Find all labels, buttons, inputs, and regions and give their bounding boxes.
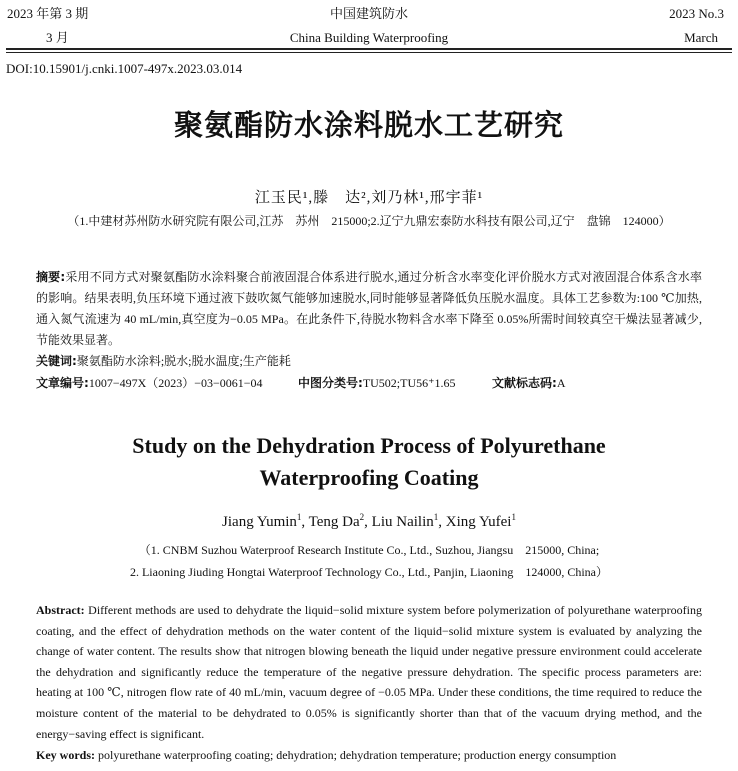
- author-name: Jiang Yumin: [222, 514, 297, 530]
- keywords-en: [36, 745, 716, 765]
- article-no: 1007−497X（2023）−03−0061−04: [88, 376, 263, 390]
- abstract-en-text: Different methods are used to dehydrate the liquid−solid mixture system before polymerization of polyurethane waterproofing coating, and the effect of dehydration methods on the water content of the liquid−solid mixture system is evaluated by analyzing the change of water content. The results show that nitrogen blowing beneath the liquid under negative pressure environment could accelerate the dehydration and significantly reduce the temperature of the negative pressure dehydration. The specific process parameters are: heating at 100 ℃, nitrogen flow rate of 40 mL/min, vacuum degree of −0.05 MPa. Under these conditions, the time required to reduce the moisture content of the material to be dehydrated to 0.05% is significantly shorter than that of the vacuum drying method, and the energy−saving effect is significant.: [36, 603, 703, 741]
- header-month-en: March: [684, 30, 718, 45]
- author-name: Liu Nailin: [371, 514, 434, 530]
- keywords-en-label: Key words:: [36, 748, 95, 762]
- paper-title-cn: 聚氨酯防水涂料脱水工艺研究: [173, 108, 564, 142]
- keywords-cn: [36, 351, 702, 372]
- header-rule-thin: [6, 52, 732, 53]
- header-journal-en: China Building Waterproofing: [289, 30, 449, 45]
- abstract-en-label: Abstract:: [36, 603, 85, 617]
- author-affil-mark: 1: [296, 512, 302, 522]
- doc-code: A: [556, 376, 566, 390]
- header-issue: 2023 年第 3 期: [7, 6, 89, 21]
- author-name: Xing Yufei: [445, 514, 512, 530]
- affiliation-en-line1: （1. CNBM Suzhou Waterproof Research Institute Co., Ltd., Suzhou, Jiangsu 215000, China;: [138, 543, 600, 557]
- abstract-cn: [36, 267, 702, 351]
- article-no-label: 文章编号:: [36, 376, 89, 390]
- doc-code-label: 文献标志码:: [492, 376, 557, 390]
- authors-cn: 江玉民¹,滕 达²,刘乃林¹,邢宇菲¹: [254, 190, 484, 206]
- abstract-cn-text: 采用不同方式对聚氨酯防水涂料聚合前液固混合体系进行脱水,通过分析含水率变化评价脱水方式对液固混合体系含水率的影响。结果表明,负压环境下通过液下鼓吹氮气能够加速脱水,同时能够显著降低负压脱水温度。具体工艺参数为:100 ℃加热,通入氮气流速为 40 mL/min,真空度为−0.05 MPa。在此条件下,待脱水物料含水率下降至 0.05%所需时间较真空干燥法显著减少,节能效果显著。: [36, 270, 702, 347]
- header-journal-cn: 中国建筑防水: [329, 6, 408, 21]
- keywords-cn-text: 聚氨酯防水涂料;脱水;脱水温度;生产能耗: [76, 354, 291, 368]
- keywords-en-text: polyurethane waterproofing coating; dehydration; dehydration temperature; production energy consumption: [98, 748, 617, 762]
- author-affil-mark: 1: [511, 512, 516, 522]
- header-issue-en: 2023 No.3: [669, 6, 724, 21]
- author-affil-mark: 1: [433, 512, 439, 522]
- clc-label: 中图分类号:: [298, 376, 363, 390]
- author-name: Teng Da: [308, 514, 360, 530]
- paper-title-en-line2: Waterproofing Coating: [259, 465, 479, 490]
- keywords-cn-label: 关键词:: [36, 354, 77, 368]
- header-month: 3 月: [46, 30, 69, 45]
- affiliation-en: [0, 539, 738, 583]
- author-affil-mark: 2: [359, 512, 365, 522]
- abstract-en: [36, 600, 702, 744]
- paper-title-en-line1: Study on the Dehydration Process of Polyurethane: [132, 433, 606, 458]
- clc-number: TU502;TU56⁺1.65: [362, 376, 456, 390]
- doi[interactable]: DOI:10.15901/j.cnki.1007-497x.2023.03.014: [6, 61, 243, 76]
- paper-title-en: [0, 430, 738, 494]
- header-rule-thick: [6, 48, 732, 50]
- article-meta-cn: [36, 373, 716, 394]
- authors-en: Jiang Yumin$^1$, Teng Da$^2$, Liu Nailin$^1$, Xing Yufei$^1$: [222, 512, 516, 530]
- affiliation-en-line2: 2. Liaoning Jiuding Hongtai Waterproof Technology Co., Ltd., Panjin, Liaoning 124000, China）: [129, 565, 609, 579]
- abstract-cn-label: 摘要:: [36, 270, 66, 284]
- affiliation-cn: （1.中建材苏州防水研究院有限公司,江苏 苏州 215000;2.辽宁九鼎宏泰防水科技有限公司,辽宁 盘锦 124000）: [67, 214, 671, 228]
